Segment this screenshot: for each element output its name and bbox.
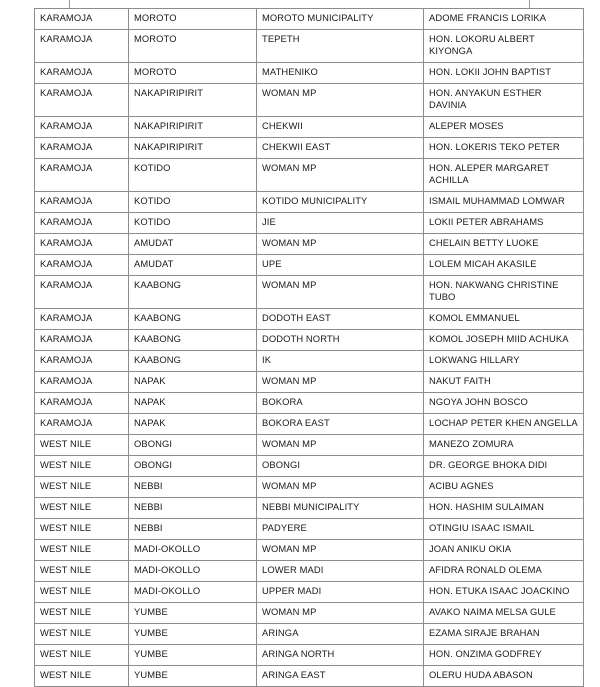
constituency-cell: KOTIDO MUNICIPALITY <box>257 192 424 213</box>
sub-region-cell: KARAMOJA <box>35 63 129 84</box>
margin-mark-right <box>529 0 530 8</box>
district-cell: NAPAK <box>129 414 257 435</box>
margin-mark-left <box>69 0 70 8</box>
table-row <box>35 624 584 645</box>
district-cell: MOROTO <box>129 63 257 84</box>
constituency-cell: OBONGI <box>257 456 424 477</box>
mp-name-cell: HON. ANYAKUN ESTHER DAVINIA <box>424 84 584 117</box>
constituency-cell: MATHENIKO <box>257 63 424 84</box>
mp-results-table <box>34 8 584 687</box>
constituency-cell: JIE <box>257 213 424 234</box>
table-row <box>35 477 584 498</box>
table-row <box>35 276 584 309</box>
mp-name-cell: NGOYA JOHN BOSCO <box>424 393 584 414</box>
table-row <box>35 330 584 351</box>
sub-region-cell: KARAMOJA <box>35 414 129 435</box>
table-row <box>35 213 584 234</box>
mp-name-cell: OTINGIU ISAAC ISMAIL <box>424 519 584 540</box>
sub-region-cell: WEST NILE <box>35 519 129 540</box>
sub-region-cell: WEST NILE <box>35 456 129 477</box>
table-row <box>35 309 584 330</box>
district-cell: YUMBE <box>129 624 257 645</box>
table-row <box>35 84 584 117</box>
mp-name-cell: ALEPER MOSES <box>424 117 584 138</box>
mp-name-cell: JOAN ANIKU OKIA <box>424 540 584 561</box>
table-row <box>35 372 584 393</box>
district-cell: OBONGI <box>129 435 257 456</box>
mp-name-cell: EZAMA SIRAJE BRAHAN <box>424 624 584 645</box>
sub-region-cell: WEST NILE <box>35 603 129 624</box>
mp-name-cell: MANEZO ZOMURA <box>424 435 584 456</box>
constituency-cell: LOWER MADI <box>257 561 424 582</box>
table-row <box>35 435 584 456</box>
district-cell: KAABONG <box>129 351 257 372</box>
mp-name-cell: NAKUT FAITH <box>424 372 584 393</box>
mp-name-cell: LOCHAP PETER KHEN ANGELLA <box>424 414 584 435</box>
mp-name-cell: HON. ALEPER MARGARET ACHILLA <box>424 159 584 192</box>
district-cell: OBONGI <box>129 456 257 477</box>
mp-name-cell: HON. LOKORU ALBERT KIYONGA <box>424 30 584 63</box>
table-row <box>35 138 584 159</box>
table-row <box>35 351 584 372</box>
table-row <box>35 498 584 519</box>
constituency-cell: ARINGA NORTH <box>257 645 424 666</box>
table-row <box>35 255 584 276</box>
table-row <box>35 63 584 84</box>
sub-region-cell: KARAMOJA <box>35 372 129 393</box>
mp-name-cell: LOLEM MICAH AKASILE <box>424 255 584 276</box>
mp-name-cell: HON. ONZIMA GODFREY <box>424 645 584 666</box>
constituency-cell: BOKORA EAST <box>257 414 424 435</box>
district-cell: NAPAK <box>129 393 257 414</box>
sub-region-cell: WEST NILE <box>35 645 129 666</box>
constituency-cell: BOKORA <box>257 393 424 414</box>
district-cell: MOROTO <box>129 30 257 63</box>
mp-name-cell: KOMOL JOSEPH MIID ACHUKA <box>424 330 584 351</box>
mp-name-cell: KOMOL EMMANUEL <box>424 309 584 330</box>
district-cell: KAABONG <box>129 309 257 330</box>
table-row <box>35 159 584 192</box>
district-cell: AMUDAT <box>129 255 257 276</box>
constituency-cell: WOMAN MP <box>257 435 424 456</box>
constituency-cell: WOMAN MP <box>257 603 424 624</box>
sub-region-cell: WEST NILE <box>35 582 129 603</box>
table-row <box>35 540 584 561</box>
constituency-cell: UPE <box>257 255 424 276</box>
district-cell: NEBBI <box>129 519 257 540</box>
table-row <box>35 456 584 477</box>
sub-region-cell: KARAMOJA <box>35 84 129 117</box>
table-body <box>35 9 584 687</box>
district-cell: YUMBE <box>129 645 257 666</box>
table-row <box>35 561 584 582</box>
table-row <box>35 519 584 540</box>
constituency-cell: ARINGA <box>257 624 424 645</box>
sub-region-cell: KARAMOJA <box>35 159 129 192</box>
constituency-cell: IK <box>257 351 424 372</box>
constituency-cell: DODOTH EAST <box>257 309 424 330</box>
table-row <box>35 414 584 435</box>
table-row <box>35 645 584 666</box>
mp-name-cell: OLERU HUDA ABASON <box>424 666 584 687</box>
table-row <box>35 666 584 687</box>
district-cell: KOTIDO <box>129 159 257 192</box>
constituency-cell: MOROTO MUNICIPALITY <box>257 9 424 30</box>
mp-name-cell: ISMAIL MUHAMMAD LOMWAR <box>424 192 584 213</box>
district-cell: NAPAK <box>129 372 257 393</box>
mp-name-cell: HON. HASHIM SULAIMAN <box>424 498 584 519</box>
sub-region-cell: WEST NILE <box>35 435 129 456</box>
district-cell: NEBBI <box>129 477 257 498</box>
sub-region-cell: KARAMOJA <box>35 9 129 30</box>
constituency-cell: TEPETH <box>257 30 424 63</box>
mp-name-cell: HON. ETUKA ISAAC JOACKINO <box>424 582 584 603</box>
mp-name-cell: LOKWANG HILLARY <box>424 351 584 372</box>
sub-region-cell: KARAMOJA <box>35 30 129 63</box>
district-cell: MADI-OKOLLO <box>129 561 257 582</box>
mp-name-cell: ADOME FRANCIS LORIKA <box>424 9 584 30</box>
constituency-cell: WOMAN MP <box>257 276 424 309</box>
constituency-cell: WOMAN MP <box>257 477 424 498</box>
constituency-cell: UPPER MADI <box>257 582 424 603</box>
sub-region-cell: KARAMOJA <box>35 117 129 138</box>
table-row <box>35 30 584 63</box>
table-row <box>35 393 584 414</box>
sub-region-cell: KARAMOJA <box>35 255 129 276</box>
sub-region-cell: KARAMOJA <box>35 309 129 330</box>
table-row <box>35 192 584 213</box>
constituency-cell: WOMAN MP <box>257 372 424 393</box>
constituency-cell: PADYERE <box>257 519 424 540</box>
mp-name-cell: DR. GEORGE BHOKA DIDI <box>424 456 584 477</box>
table-row <box>35 9 584 30</box>
sub-region-cell: WEST NILE <box>35 477 129 498</box>
constituency-cell: WOMAN MP <box>257 84 424 117</box>
sub-region-cell: KARAMOJA <box>35 393 129 414</box>
constituency-cell: WOMAN MP <box>257 159 424 192</box>
sub-region-cell: KARAMOJA <box>35 192 129 213</box>
district-cell: YUMBE <box>129 666 257 687</box>
constituency-cell: NEBBI MUNICIPALITY <box>257 498 424 519</box>
sub-region-cell: KARAMOJA <box>35 234 129 255</box>
district-cell: NEBBI <box>129 498 257 519</box>
constituency-cell: CHEKWII <box>257 117 424 138</box>
table-row <box>35 117 584 138</box>
district-cell: MADI-OKOLLO <box>129 582 257 603</box>
mp-name-cell: LOKII PETER ABRAHAMS <box>424 213 584 234</box>
sub-region-cell: WEST NILE <box>35 624 129 645</box>
table-row <box>35 234 584 255</box>
constituency-cell: DODOTH NORTH <box>257 330 424 351</box>
constituency-cell: WOMAN MP <box>257 234 424 255</box>
district-cell: AMUDAT <box>129 234 257 255</box>
district-cell: KOTIDO <box>129 192 257 213</box>
mp-name-cell: ACIBU AGNES <box>424 477 584 498</box>
mp-name-cell: CHELAIN BETTY LUOKE <box>424 234 584 255</box>
mp-name-cell: HON. NAKWANG CHRISTINE TUBO <box>424 276 584 309</box>
constituency-cell: ARINGA EAST <box>257 666 424 687</box>
district-cell: NAKAPIRIPIRIT <box>129 138 257 159</box>
sub-region-cell: KARAMOJA <box>35 213 129 234</box>
sub-region-cell: WEST NILE <box>35 540 129 561</box>
district-cell: MADI-OKOLLO <box>129 540 257 561</box>
district-cell: NAKAPIRIPIRIT <box>129 117 257 138</box>
constituency-cell: WOMAN MP <box>257 540 424 561</box>
sub-region-cell: KARAMOJA <box>35 351 129 372</box>
sub-region-cell: KARAMOJA <box>35 138 129 159</box>
district-cell: KAABONG <box>129 330 257 351</box>
mp-name-cell: HON. LOKERIS TEKO PETER <box>424 138 584 159</box>
sub-region-cell: KARAMOJA <box>35 330 129 351</box>
sub-region-cell: WEST NILE <box>35 666 129 687</box>
district-cell: KOTIDO <box>129 213 257 234</box>
sub-region-cell: WEST NILE <box>35 498 129 519</box>
mp-name-cell: HON. LOKII JOHN BAPTIST <box>424 63 584 84</box>
mp-name-cell: AFIDRA RONALD OLEMA <box>424 561 584 582</box>
district-cell: KAABONG <box>129 276 257 309</box>
table-row <box>35 603 584 624</box>
district-cell: YUMBE <box>129 603 257 624</box>
sub-region-cell: KARAMOJA <box>35 276 129 309</box>
table-row <box>35 582 584 603</box>
constituency-cell: CHEKWII EAST <box>257 138 424 159</box>
sub-region-cell: WEST NILE <box>35 561 129 582</box>
mp-name-cell: AVAKO NAIMA MELSA GULE <box>424 603 584 624</box>
district-cell: NAKAPIRIPIRIT <box>129 84 257 117</box>
district-cell: MOROTO <box>129 9 257 30</box>
